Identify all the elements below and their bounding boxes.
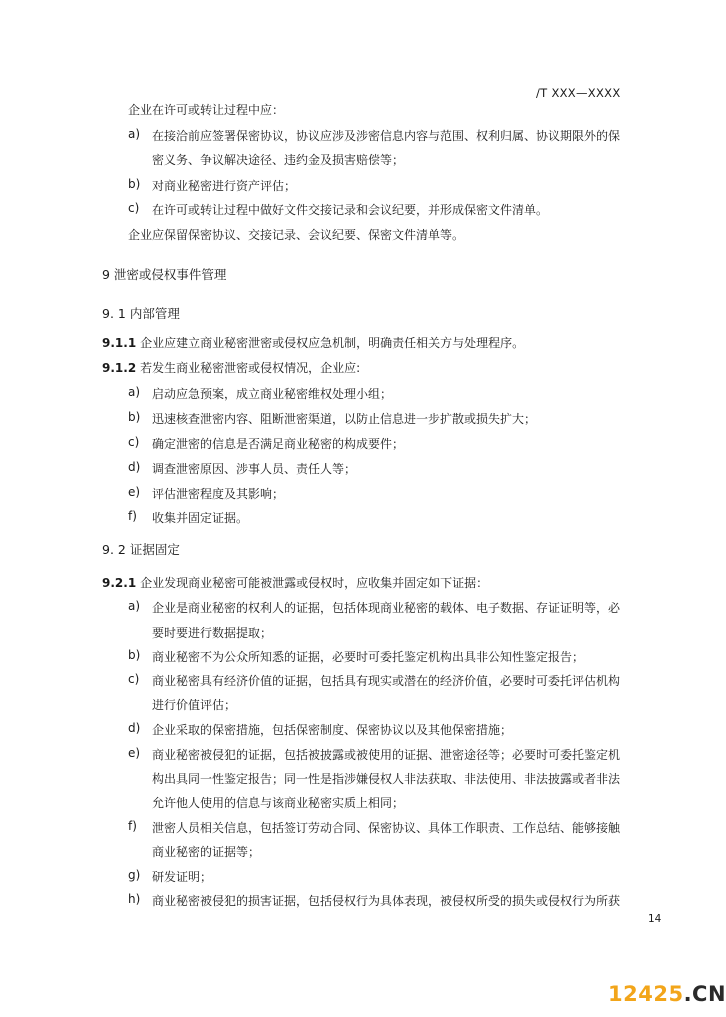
list-item-label: c) bbox=[128, 201, 140, 215]
list-item-text: 启动应急预案，成立商业秘密维权处理小组； bbox=[152, 387, 393, 401]
list-item-text: 企业是商业秘密的权利人的证据，包括体现商业秘密的载体、电子数据、存证证明等，必 bbox=[152, 601, 621, 615]
list-item-label: a) bbox=[128, 385, 141, 399]
list-item-text: 调查泄密原因、涉事人员、责任人等； bbox=[152, 462, 357, 476]
list-item-text: 对商业秘密进行资产评估； bbox=[152, 179, 297, 193]
list-item-label: a) bbox=[128, 127, 141, 141]
list-item-label: f) bbox=[128, 819, 137, 833]
subsection-heading: 9. 2 证据固定 bbox=[102, 542, 180, 557]
list-item-text: 商业秘密被侵犯的损害证据，包括侵权行为具体表现，被侵权所受的损失或侵权行为所获 bbox=[152, 894, 621, 908]
list-item-text: 确定泄密的信息是否满足商业秘密的构成要件； bbox=[152, 437, 405, 451]
list-item-label: b) bbox=[128, 177, 141, 191]
list-item-text: 在接洽前应签署保密协议，协议应涉及涉密信息内容与范围、权利归属、协议期限外的保 bbox=[152, 129, 621, 143]
clause-text: 企业应建立商业秘密泄密或侵权应急机制，明确责任相关方与处理程序。 bbox=[140, 336, 525, 350]
list-item-text: 商业秘密的证据等； bbox=[152, 845, 261, 859]
list-item-text: 密义务、争议解决途径、违约金及损害赔偿等； bbox=[152, 153, 405, 167]
list-item-text: 要时要进行数据提取； bbox=[152, 626, 273, 640]
watermark-digits: 12425 bbox=[608, 982, 684, 1006]
list-item-text: 商业秘密被侵犯的证据，包括被披露或被使用的证据、泄密途径等；必要时可委托鉴定机 bbox=[152, 748, 621, 762]
clause-9-1-1 bbox=[102, 334, 524, 351]
clause-text: 若发生商业秘密泄密或侵权情况，企业应: bbox=[140, 361, 361, 375]
list-item-label: c) bbox=[128, 435, 140, 449]
list-item-text: 收集并固定证据。 bbox=[152, 511, 249, 525]
clause-9-1-2 bbox=[102, 359, 360, 376]
list-item-text: 商业秘密具有经济价值的证据，包括具有现实或潜在的经济价值，必要时可委托评估机构 bbox=[152, 674, 621, 688]
clause-9-2-1 bbox=[102, 574, 488, 591]
list-item-label: g) bbox=[128, 868, 141, 882]
page-number: 14 bbox=[648, 913, 662, 925]
list-item-label: b) bbox=[128, 648, 141, 662]
standard-code: /T XXX—XXXX bbox=[536, 86, 621, 100]
list-item-label: e) bbox=[128, 485, 141, 499]
list-item-text: 商业秘密不为公众所知悉的证据，必要时可委托鉴定机构出具非公知性鉴定报告； bbox=[152, 650, 585, 664]
list-item-label: c) bbox=[128, 672, 140, 686]
intro-lead: 企业在许可或转让过程中应： bbox=[128, 103, 285, 117]
watermark-suffix: .CN bbox=[683, 982, 726, 1006]
list-item-text: 允许他人使用的信息与该商业秘密实质上相同； bbox=[152, 796, 405, 810]
list-item-text: 迅速核查泄密内容、阻断泄密渠道，以防止信息进一步扩散或损失扩大； bbox=[152, 412, 537, 426]
section-heading: 9 泄密或侵权事件管理 bbox=[102, 267, 227, 282]
list-item-text: 企业采取的保密措施，包括保密制度、保密协议以及其他保密措施； bbox=[152, 723, 513, 737]
list-item-label: b) bbox=[128, 410, 141, 424]
subsection-heading: 9. 1 内部管理 bbox=[102, 306, 180, 321]
intro-tail: 企业应保留保密协议、交接记录、会议纪要、保密文件清单等。 bbox=[128, 228, 465, 242]
list-item-label: a) bbox=[128, 599, 141, 613]
list-item-label: d) bbox=[128, 460, 141, 474]
list-item-text: 在许可或转让过程中做好文件交接记录和会议纪要，并形成保密文件清单。 bbox=[152, 203, 549, 217]
list-item-label: d) bbox=[128, 721, 141, 735]
list-item-text: 评估泄密程度及其影响； bbox=[152, 487, 285, 501]
list-item-text: 泄密人员相关信息，包括签订劳动合同、保密协议、具体工作职责、工作总结、能够接触 bbox=[152, 821, 621, 835]
list-item-text: 研发证明； bbox=[152, 870, 213, 884]
clause-number: 9.1.1 bbox=[102, 336, 137, 350]
list-item-text: 进行价值评估； bbox=[152, 698, 237, 712]
list-item-label: h) bbox=[128, 892, 141, 906]
list-item-text: 构出具同一性鉴定报告；同一性是指涉嫌侵权人非法获取、非法使用、非法披露或者非法 bbox=[152, 772, 621, 786]
clause-number: 9.1.2 bbox=[102, 361, 137, 375]
list-item-label: f) bbox=[128, 509, 137, 523]
site-watermark bbox=[608, 982, 726, 1006]
clause-number: 9.2.1 bbox=[102, 576, 137, 590]
clause-text: 企业发现商业秘密可能被泄露或侵权时，应收集并固定如下证据： bbox=[140, 576, 489, 590]
list-item-label: e) bbox=[128, 746, 141, 760]
